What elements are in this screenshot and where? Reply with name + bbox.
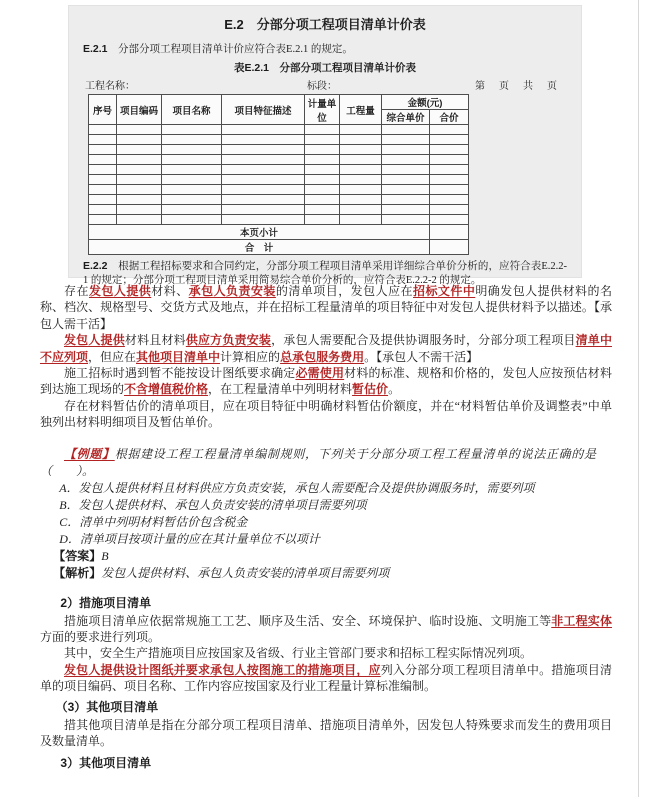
table-empty-cell [382, 135, 430, 145]
table-empty-cell [305, 135, 340, 145]
clause-e22-text: 根据工程招标要求和合同约定，分部分项工程项目清单采用详细综合单价分析的，应符合表E.2.2-1 的规定；分部分项工程项目清单采用简易综合单价分析的，应符合表E.2.2-2 的规定。 [83, 261, 568, 286]
table-empty-cell [89, 175, 117, 185]
table-empty-row [89, 215, 469, 225]
answer-text: B [101, 548, 109, 563]
table-empty-cell [162, 205, 222, 215]
col-header-code: 项目编码 [117, 95, 162, 125]
text-run: 存在材料暂估价的清单项目，应在项目特征中明确材料暂估价额度，并在“材料暂估单价及调整表”中单独列出材料明细项目及暂估单价。 [40, 398, 612, 430]
paragraph [40, 613, 612, 646]
text-run: 施工招标时遇到暂不能按设计图纸要求确定 [64, 366, 296, 381]
table-empty-cell [222, 185, 305, 195]
table-empty-cell [382, 215, 430, 225]
table-empty-row [89, 135, 469, 145]
clause-e21-text: 分部分项工程项目清单计价应符合表E.2.1 的规定。 [118, 44, 353, 55]
table-empty-cell [340, 175, 382, 185]
table-empty-cell [430, 195, 469, 205]
table-empty-cell [340, 155, 382, 165]
col-header-amount: 金额(元) [382, 95, 469, 110]
table-empty-cell [340, 165, 382, 175]
example-answer [40, 548, 596, 565]
highlight-red-text: 发包人提供设计图纸并要求承包人按图施工的措施项目，应 [64, 662, 381, 677]
text-run: ，承包人需要配合及提供协调服务时，分部分项工程项目 [271, 333, 576, 348]
table-empty-cell [382, 205, 430, 215]
table-empty-cell [340, 145, 382, 155]
table-empty-cell [89, 185, 117, 195]
table-empty-cell [162, 195, 222, 205]
table-empty-row [89, 165, 469, 175]
table-empty-cell [430, 175, 469, 185]
heading-other-list-2: 3）其他项目清单 [60, 755, 152, 770]
table-empty-cell [305, 125, 340, 135]
highlight-red-text: 非工程实体 [551, 613, 612, 628]
paragraph [40, 332, 612, 365]
table-empty-cell [340, 205, 382, 215]
table-body [89, 125, 469, 225]
table-empty-cell [162, 175, 222, 185]
table-empty-cell [305, 155, 340, 165]
table-empty-cell [222, 205, 305, 215]
table-empty-cell [222, 145, 305, 155]
table-empty-cell [340, 135, 382, 145]
table-empty-cell [382, 125, 430, 135]
table-empty-cell [117, 135, 162, 145]
table-empty-cell [89, 135, 117, 145]
table-empty-cell [89, 155, 117, 165]
notes-paragraphs [40, 283, 612, 431]
table-empty-cell [430, 185, 469, 195]
table-empty-row [89, 195, 469, 205]
table-empty-cell [430, 215, 469, 225]
text-run: 的清单项目，发包人应在 [275, 284, 413, 298]
highlight-red-text: 总承包服务费用 [280, 349, 365, 364]
table-empty-cell [222, 165, 305, 175]
text-run: 。 [388, 382, 401, 397]
table-empty-cell [305, 145, 340, 155]
table-empty-cell [117, 175, 162, 185]
paragraph [40, 283, 612, 332]
text-run: 方面的要求进行列项。 [40, 630, 161, 645]
highlight-red-text: 必需使用 [295, 366, 345, 381]
col-header-quantity: 工程量 [340, 95, 382, 125]
example-analysis [40, 565, 596, 582]
analysis-label: 【解析】 [53, 565, 102, 580]
table-empty-cell [222, 215, 305, 225]
table-empty-cell [89, 205, 117, 215]
text-run: 计算相应的 [220, 349, 281, 364]
highlight-red-text: 发包人提供 [64, 333, 125, 348]
table-empty-cell [117, 205, 162, 215]
table-empty-cell [89, 125, 117, 135]
table-empty-cell [382, 195, 430, 205]
text-run: ，在工程量清单中列明材料 [208, 382, 353, 397]
table-empty-cell [162, 165, 222, 175]
example-option-a: A．发包人提供材料且材料供应方负责安装，承包人需要配合及提供协调服务时，需要列项 [59, 480, 535, 495]
table-empty-cell [382, 145, 430, 155]
table-empty-cell [222, 125, 305, 135]
table-empty-cell [382, 175, 430, 185]
table-empty-cell [430, 135, 469, 145]
table-empty-row [89, 155, 469, 165]
paragraph [40, 717, 612, 750]
table-empty-cell [305, 175, 340, 185]
page-count-label: 第 页 共 页 [475, 81, 559, 92]
section-title: E.2 分部分项工程项目清单计价表 [224, 17, 426, 32]
table-empty-cell [89, 215, 117, 225]
table-empty-row [89, 205, 469, 215]
bid-section-label: 标段： [307, 81, 337, 92]
text-run: ，但应在 [88, 349, 137, 364]
table-empty-cell [162, 125, 222, 135]
example-option-b: B．发包人提供材料、承包人负责安装的清单项目需要列项 [59, 497, 367, 512]
heading-measures-list: 2）措施项目清单 [60, 595, 152, 610]
header-row-1 [89, 95, 469, 110]
total-label: 合 计 [89, 240, 430, 255]
clause-e21 [83, 42, 567, 57]
notes-section [40, 282, 612, 772]
table-empty-cell [89, 145, 117, 155]
table-empty-cell [222, 195, 305, 205]
table-empty-row [89, 145, 469, 155]
table-empty-cell [382, 155, 430, 165]
text-run: 列入分部分项工程项目清单中。措施项目清单的项目编码、项目名称、工作内容应按国家及行业工程量计算标准编制。 [40, 662, 612, 694]
measures-paragraphs [40, 613, 612, 695]
paragraph [40, 662, 612, 695]
analysis-text: 发包人提供材料、承包人负责安装的清单项目需要列项 [101, 565, 390, 580]
table-empty-cell [305, 215, 340, 225]
text-run: 明确发包人提供材料的名称、档次、规格型号、交货方式及地点，并在招标工程量清单的项目特征中对发包人提供材料予以描述。【承包人需干活】 [40, 284, 612, 331]
table-empty-cell [430, 145, 469, 155]
total-row [89, 240, 469, 255]
highlight-red-text: 招标文件中 [413, 284, 476, 298]
example-option-c: C．清单中列明材料暂估价包含税金 [59, 514, 248, 529]
project-name-label: 工程名称： [85, 81, 135, 92]
paragraph [40, 365, 612, 398]
text-run: 措施项目清单应依据常规施工工艺、顺序及生活、安全、环境保护、临时设施、文明施工等 [64, 613, 552, 628]
total-value-cell [430, 240, 469, 255]
subtotal-value-cell [430, 225, 469, 240]
page-right-border [638, 0, 639, 797]
table-empty-cell [117, 155, 162, 165]
example-block [40, 446, 596, 582]
table-empty-cell [117, 165, 162, 175]
highlight-red-text: 供应方负责安装 [185, 333, 272, 348]
standard-excerpt-box [68, 5, 582, 286]
text-run: 材料且材料 [124, 333, 186, 348]
text-run: 其中，安全生产措施项目应按国家及省级、行业主管部门要求和招标工程实际情况列项。 [64, 646, 533, 661]
table-empty-row [89, 125, 469, 135]
table-empty-cell [430, 125, 469, 135]
text-run: 材料、 [151, 284, 189, 298]
table-empty-cell [305, 195, 340, 205]
table-empty-cell [89, 195, 117, 205]
highlight-red-text: 其他项目清单中 [136, 349, 221, 364]
table-empty-cell [305, 165, 340, 175]
clause-e22-label: E.2.2 [83, 260, 108, 272]
pricing-table [88, 94, 469, 255]
highlight-red-text: 清单中不应列项 [40, 333, 612, 364]
answer-label: 【答案】 [53, 548, 102, 563]
other-paragraphs [40, 717, 612, 750]
table-empty-cell [340, 185, 382, 195]
text-run: 存在 [64, 284, 89, 298]
table-caption: 表E.2.1 分部分项工程项目清单计价表 [233, 62, 417, 74]
text-run: 。【承包人不需干活】 [364, 349, 479, 364]
col-header-feature: 项目特征描述 [222, 95, 305, 125]
table-meta-row [85, 77, 559, 92]
table-empty-cell [162, 185, 222, 195]
table-empty-cell [430, 165, 469, 175]
text-run: 材料的标准、规格和价格的，发包人应按预估材料到达施工现场的 [40, 366, 612, 397]
table-empty-cell [117, 215, 162, 225]
table-empty-cell [117, 195, 162, 205]
table-empty-cell [340, 215, 382, 225]
text-run: 根据建设工程工程量清单编制规则，下列关于分部分项工程工程量清单的说法正确的是（ ）。 [40, 446, 596, 478]
table-empty-cell [305, 205, 340, 215]
col-header-total-price: 合价 [430, 110, 469, 125]
table-empty-cell [89, 165, 117, 175]
example-question [40, 446, 596, 480]
table-empty-cell [382, 185, 430, 195]
table-empty-cell [340, 195, 382, 205]
col-header-unit-price: 综合单价 [382, 110, 430, 125]
table-empty-cell [382, 165, 430, 175]
highlight-red-text: 发包人提供 [88, 284, 152, 298]
table-empty-cell [305, 185, 340, 195]
highlight-red-text: 【例题】 [64, 446, 115, 461]
table-empty-cell [162, 135, 222, 145]
table-empty-cell [222, 135, 305, 145]
subtotal-label: 本页小计 [89, 225, 430, 240]
table-empty-cell [430, 155, 469, 165]
table-empty-row [89, 185, 469, 195]
table-empty-row [89, 175, 469, 185]
table-empty-cell [430, 205, 469, 215]
table-empty-cell [222, 155, 305, 165]
subtotal-row [89, 225, 469, 240]
col-header-seq: 序号 [89, 95, 117, 125]
col-header-unit: 计量单位 [305, 95, 340, 125]
example-option-d: D．清单项目按项计量的应在其计量单位不以项计 [59, 531, 320, 546]
col-header-name: 项目名称 [162, 95, 222, 125]
heading-other-list: （3）其他项目清单 [55, 699, 159, 714]
clause-e21-label: E.2.1 [83, 43, 108, 55]
table-empty-cell [117, 145, 162, 155]
table-empty-cell [117, 185, 162, 195]
highlight-red-text: 承包人负责安装 [188, 284, 276, 298]
table-empty-cell [162, 155, 222, 165]
text-run: 措其他项目清单是指在分部分项工程项目清单、措施项目清单外，因发包人特殊要求而发生的费用项目及数量清单。 [40, 717, 612, 749]
table-empty-cell [340, 125, 382, 135]
paragraph [40, 398, 612, 431]
highlight-red-text: 暂估价 [352, 382, 389, 397]
table-empty-cell [162, 215, 222, 225]
table-empty-cell [162, 145, 222, 155]
table-empty-cell [117, 125, 162, 135]
table-empty-cell [222, 175, 305, 185]
highlight-red-text: 不含增值税价格 [124, 382, 209, 397]
paragraph [40, 645, 612, 661]
